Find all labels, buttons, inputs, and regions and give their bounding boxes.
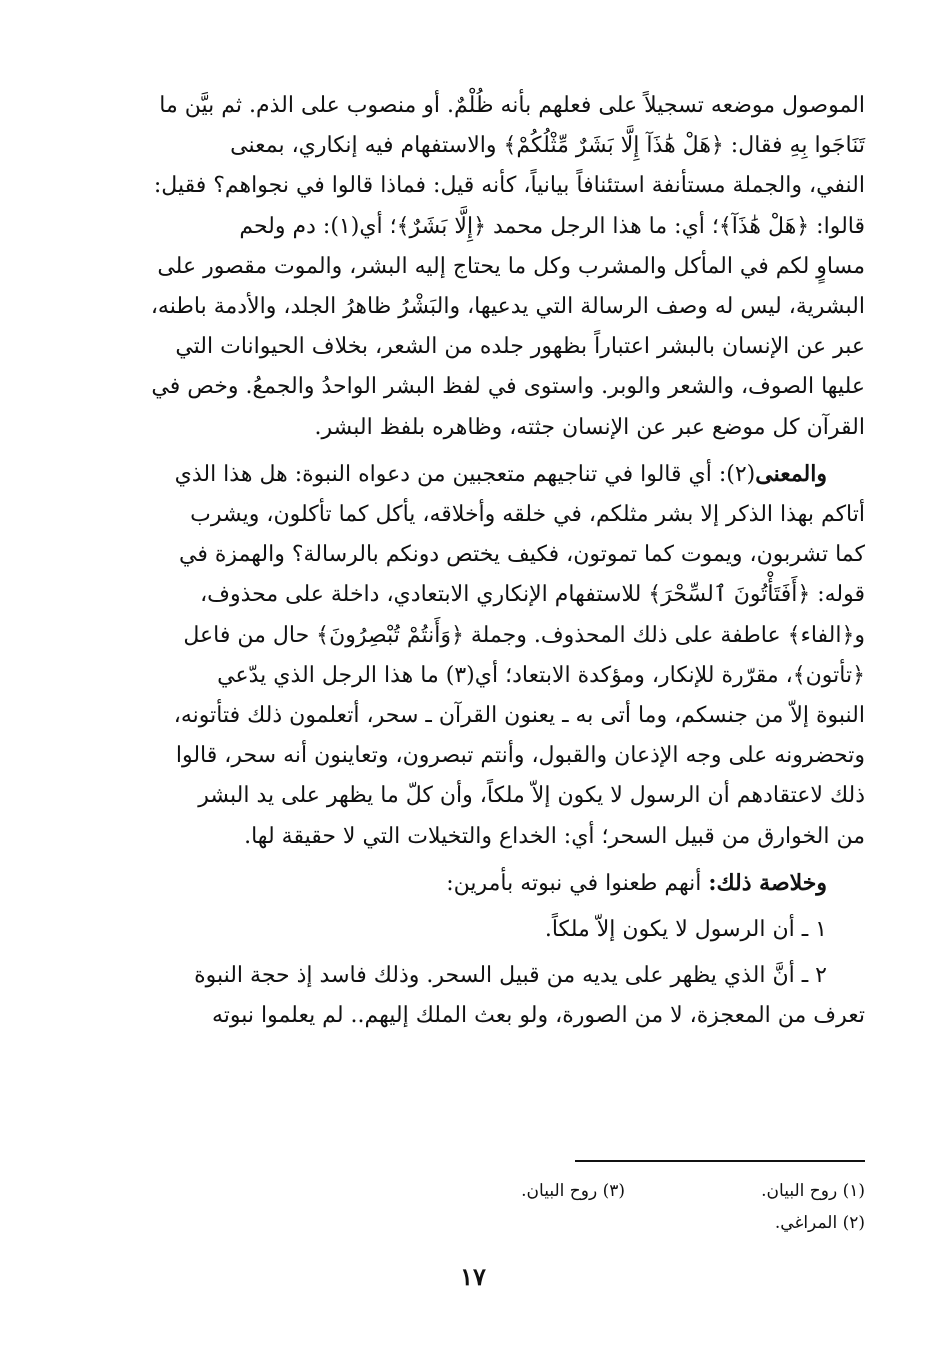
text-line-rest: أنهم طعنوا في نبوته بأمرين:	[446, 870, 709, 896]
list-item	[98, 956, 865, 1036]
text-line: وتحضرونه على وجه الإذعان والقبول، وأنتم تبصرون، وتعاينون أنه سحر، قالوا	[175, 743, 865, 769]
text-line-rest: (٢): أي قالوا في تناجيهم متعجبين من دعواه النبوة: هل هذا الذي	[174, 461, 756, 487]
text-line: ٢ ـ أنَّ الذي يظهر على يديه من قبيل السحر. وذلك فاسد إذ حجة النبوة	[194, 963, 827, 989]
footnote-1: (١) روح البيان.	[761, 1181, 865, 1201]
text-line: قوله: ﴿أَفَتَأْتُونَ ٱلسِّحْرَ﴾ للاستفهام الإنكاري الابتعادي، داخلة على محذوف،	[200, 582, 865, 608]
text-line: عبر عن الإنسان بالبشر اعتباراً بظهور جلده من الشعر، بخلاف الحيوانات التي	[175, 334, 865, 360]
text-line: البشرية، ليس له وصف الرسالة التي يدعيها، والبَشْرُ ظاهرُ الجلد، والأدمة باطنه،	[150, 294, 865, 320]
footnote-row	[98, 1175, 865, 1207]
paragraph-2	[98, 454, 865, 857]
page-number: ١٧	[460, 1262, 486, 1291]
text-line: ذلك لاعتقادهم أن الرسول لا يكون إلاّ ملكاً، وأن كلّ ما يظهر على يد البشر	[198, 783, 865, 809]
text-line: و﴿الفاء﴾ عاطفة على ذلك المحذوف. وجملة ﴿وَأَنتُمْ تُبْصِرُونَ﴾ حال من فاعل	[183, 622, 865, 648]
text-line: عليها الصوف، والشعر والوبر. واستوى في لفظ البشر الواحدُ والجمعُ. وخص في	[151, 374, 865, 400]
paragraph-lead: وخلاصة ذلك:	[708, 869, 827, 896]
paragraph-1	[98, 86, 865, 448]
text-line: تَنَاجَوا بِهِ فقال: ﴿هَلْ هَٰذَآ إِلَّا بَشَرٌ مِّثْلُكُمْ﴾ والاستفهام فيه إنكاري، بمعنى	[230, 133, 865, 159]
text-line	[98, 454, 865, 495]
main-text	[98, 86, 865, 1037]
footnote-row	[98, 1207, 865, 1239]
text-line: القرآن كل موضع عبر عن الإنسان جثته، وظاهره بلفظ البشر.	[314, 414, 865, 440]
text-line: الموصول موضعه تسجيلاً على فعلهم بأنه ظُلْمٌ. أو منصوب على الذم. ثم بيَّن ما	[159, 93, 865, 118]
footnote-3: (٣) روح البيان.	[521, 1181, 625, 1201]
text-line: تعرف من المعجزة، لا من الصورة، ولو بعث الملك إليهم.. لم يعلموا نبوته	[211, 1003, 865, 1029]
text-line: من الخوارق من قبيل السحر؛ أي: الخداع والتخيلات التي لا حقيقة لها.	[244, 823, 865, 849]
text-line: ﴿تأتون﴾، مقرّرة للإنكار، ومؤكدة الابتعاد؛ أي(٣) ما هذا الرجل الذي يدّعي	[217, 662, 865, 688]
footnotes	[98, 1175, 865, 1239]
footnote-2: (٢) المراغي.	[774, 1213, 865, 1233]
paragraph-lead: والمعنى	[755, 460, 827, 487]
text-line: كما تشربون، ويموت كما تموتون، فكيف يختص دونكم بالرسالة؟ والهمزة في	[179, 542, 865, 568]
text-line: أتاكم بهذا الذكر إلا بشر مثلكم، في خلقه وأخلاقه، يأكل كما تأكلون، ويشرب	[190, 502, 865, 528]
paragraph-summary	[98, 863, 865, 904]
text-line: النفي، والجملة مستأنفة استئنافاً بيانياً، كأنه قيل: فماذا قالوا في نجواهم؟ فقيل:	[153, 173, 865, 199]
text-line: قالوا: ﴿هَلْ هَٰذَآ﴾؛ أي: ما هذا الرجل محمد ﴿إِلَّا بَشَرٌ﴾؛ أي(١): دم ولحم	[239, 213, 865, 239]
footnote-divider	[575, 1160, 865, 1162]
text-line: النبوة إلاّ من جنسكم، وما أتى به ـ يعنون القرآن ـ سحر، أتعلمون ذلك فتأتونه،	[173, 703, 865, 729]
text-line: مساوٍ لكم في المأكل والمشرب وكل ما يحتاج إليه البشر، والموت مقصور على	[157, 253, 865, 279]
text-line	[98, 863, 865, 904]
text-line: ١ ـ أن الرسول لا يكون إلاّ ملكاً.	[544, 917, 827, 943]
list-item	[98, 910, 865, 950]
